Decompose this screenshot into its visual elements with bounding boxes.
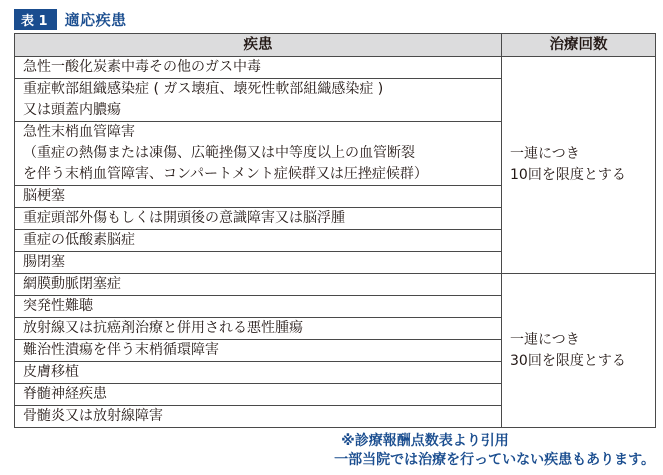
footnote	[334, 432, 655, 470]
treatment-limit-cell	[502, 274, 656, 428]
footnote-source: ※診療報酬点数表より引用	[341, 433, 509, 449]
header-treatment-count: 治療回数	[502, 34, 656, 57]
footnote-disclaimer: 一部当院では治療を行っていない疾患もあります。	[334, 452, 655, 468]
header-disease: 疾患	[15, 34, 502, 57]
treatment-limit-line: 10回を限度とする	[510, 167, 626, 183]
disease-line: 脳梗塞	[23, 188, 65, 204]
disease-cell	[15, 122, 502, 186]
disease-line: 放射線又は抗癌剤治療と併用される悪性腫瘍	[23, 320, 303, 336]
table-caption	[14, 8, 127, 30]
disease-line: 骨髄炎又は放射線障害	[23, 408, 163, 424]
disease-cell	[15, 230, 502, 252]
disease-line: 急性一酸化炭素中毒その他のガス中毒	[23, 59, 261, 75]
table-row	[15, 274, 656, 296]
treatment-limit-line: 一連につき	[510, 331, 580, 348]
disease-cell	[15, 318, 502, 340]
table-number-badge: 表 1	[14, 9, 57, 30]
treatment-limit-cell	[502, 57, 656, 274]
treatment-limit-line: 30回を限度とする	[510, 352, 626, 369]
disease-line: 重症の低酸素脳症	[23, 232, 135, 248]
disease-line: 又は頭蓋内膿瘍	[23, 102, 121, 118]
disease-cell	[15, 274, 502, 296]
disease-line: 難治性潰瘍を伴う末梢循環障害	[23, 342, 219, 358]
table-row	[15, 57, 656, 79]
disease-cell	[15, 186, 502, 208]
disease-line: 皮膚移植	[23, 364, 79, 380]
disease-line: 腸閉塞	[23, 254, 65, 270]
disease-line: 網膜動脈閉塞症	[23, 276, 121, 292]
treatment-limit-line: 一連につき	[510, 146, 580, 162]
disease-line: 突発性難聴	[23, 298, 93, 314]
table-header-row	[15, 34, 656, 57]
disease-cell	[15, 406, 502, 428]
disease-cell	[15, 362, 502, 384]
table-body	[15, 57, 656, 428]
disease-line: （重症の熱傷または凍傷、広範挫傷又は中等度以上の血管断裂	[23, 145, 415, 161]
disease-line: 重症頭部外傷もしくは開頭後の意識障害又は脳浮腫	[23, 210, 345, 226]
disease-line: 脊髄神経疾患	[23, 386, 107, 402]
table-title: 適応疾患	[64, 10, 127, 29]
disease-cell	[15, 79, 502, 122]
disease-cell	[15, 384, 502, 406]
disease-cell	[15, 208, 502, 230]
disease-cell	[15, 296, 502, 318]
disease-line: を伴う末梢血管障害、コンパートメント症候群又は圧挫症候群）	[23, 166, 428, 182]
disease-cell	[15, 252, 502, 274]
disease-cell	[15, 57, 502, 79]
disease-cell	[15, 340, 502, 362]
indications-table	[14, 33, 656, 428]
disease-line: 急性末梢血管障害	[23, 124, 135, 140]
disease-line: 重症軟部組織感染症 ( ガス壊疽、壊死性軟部組織感染症 )	[23, 81, 384, 97]
